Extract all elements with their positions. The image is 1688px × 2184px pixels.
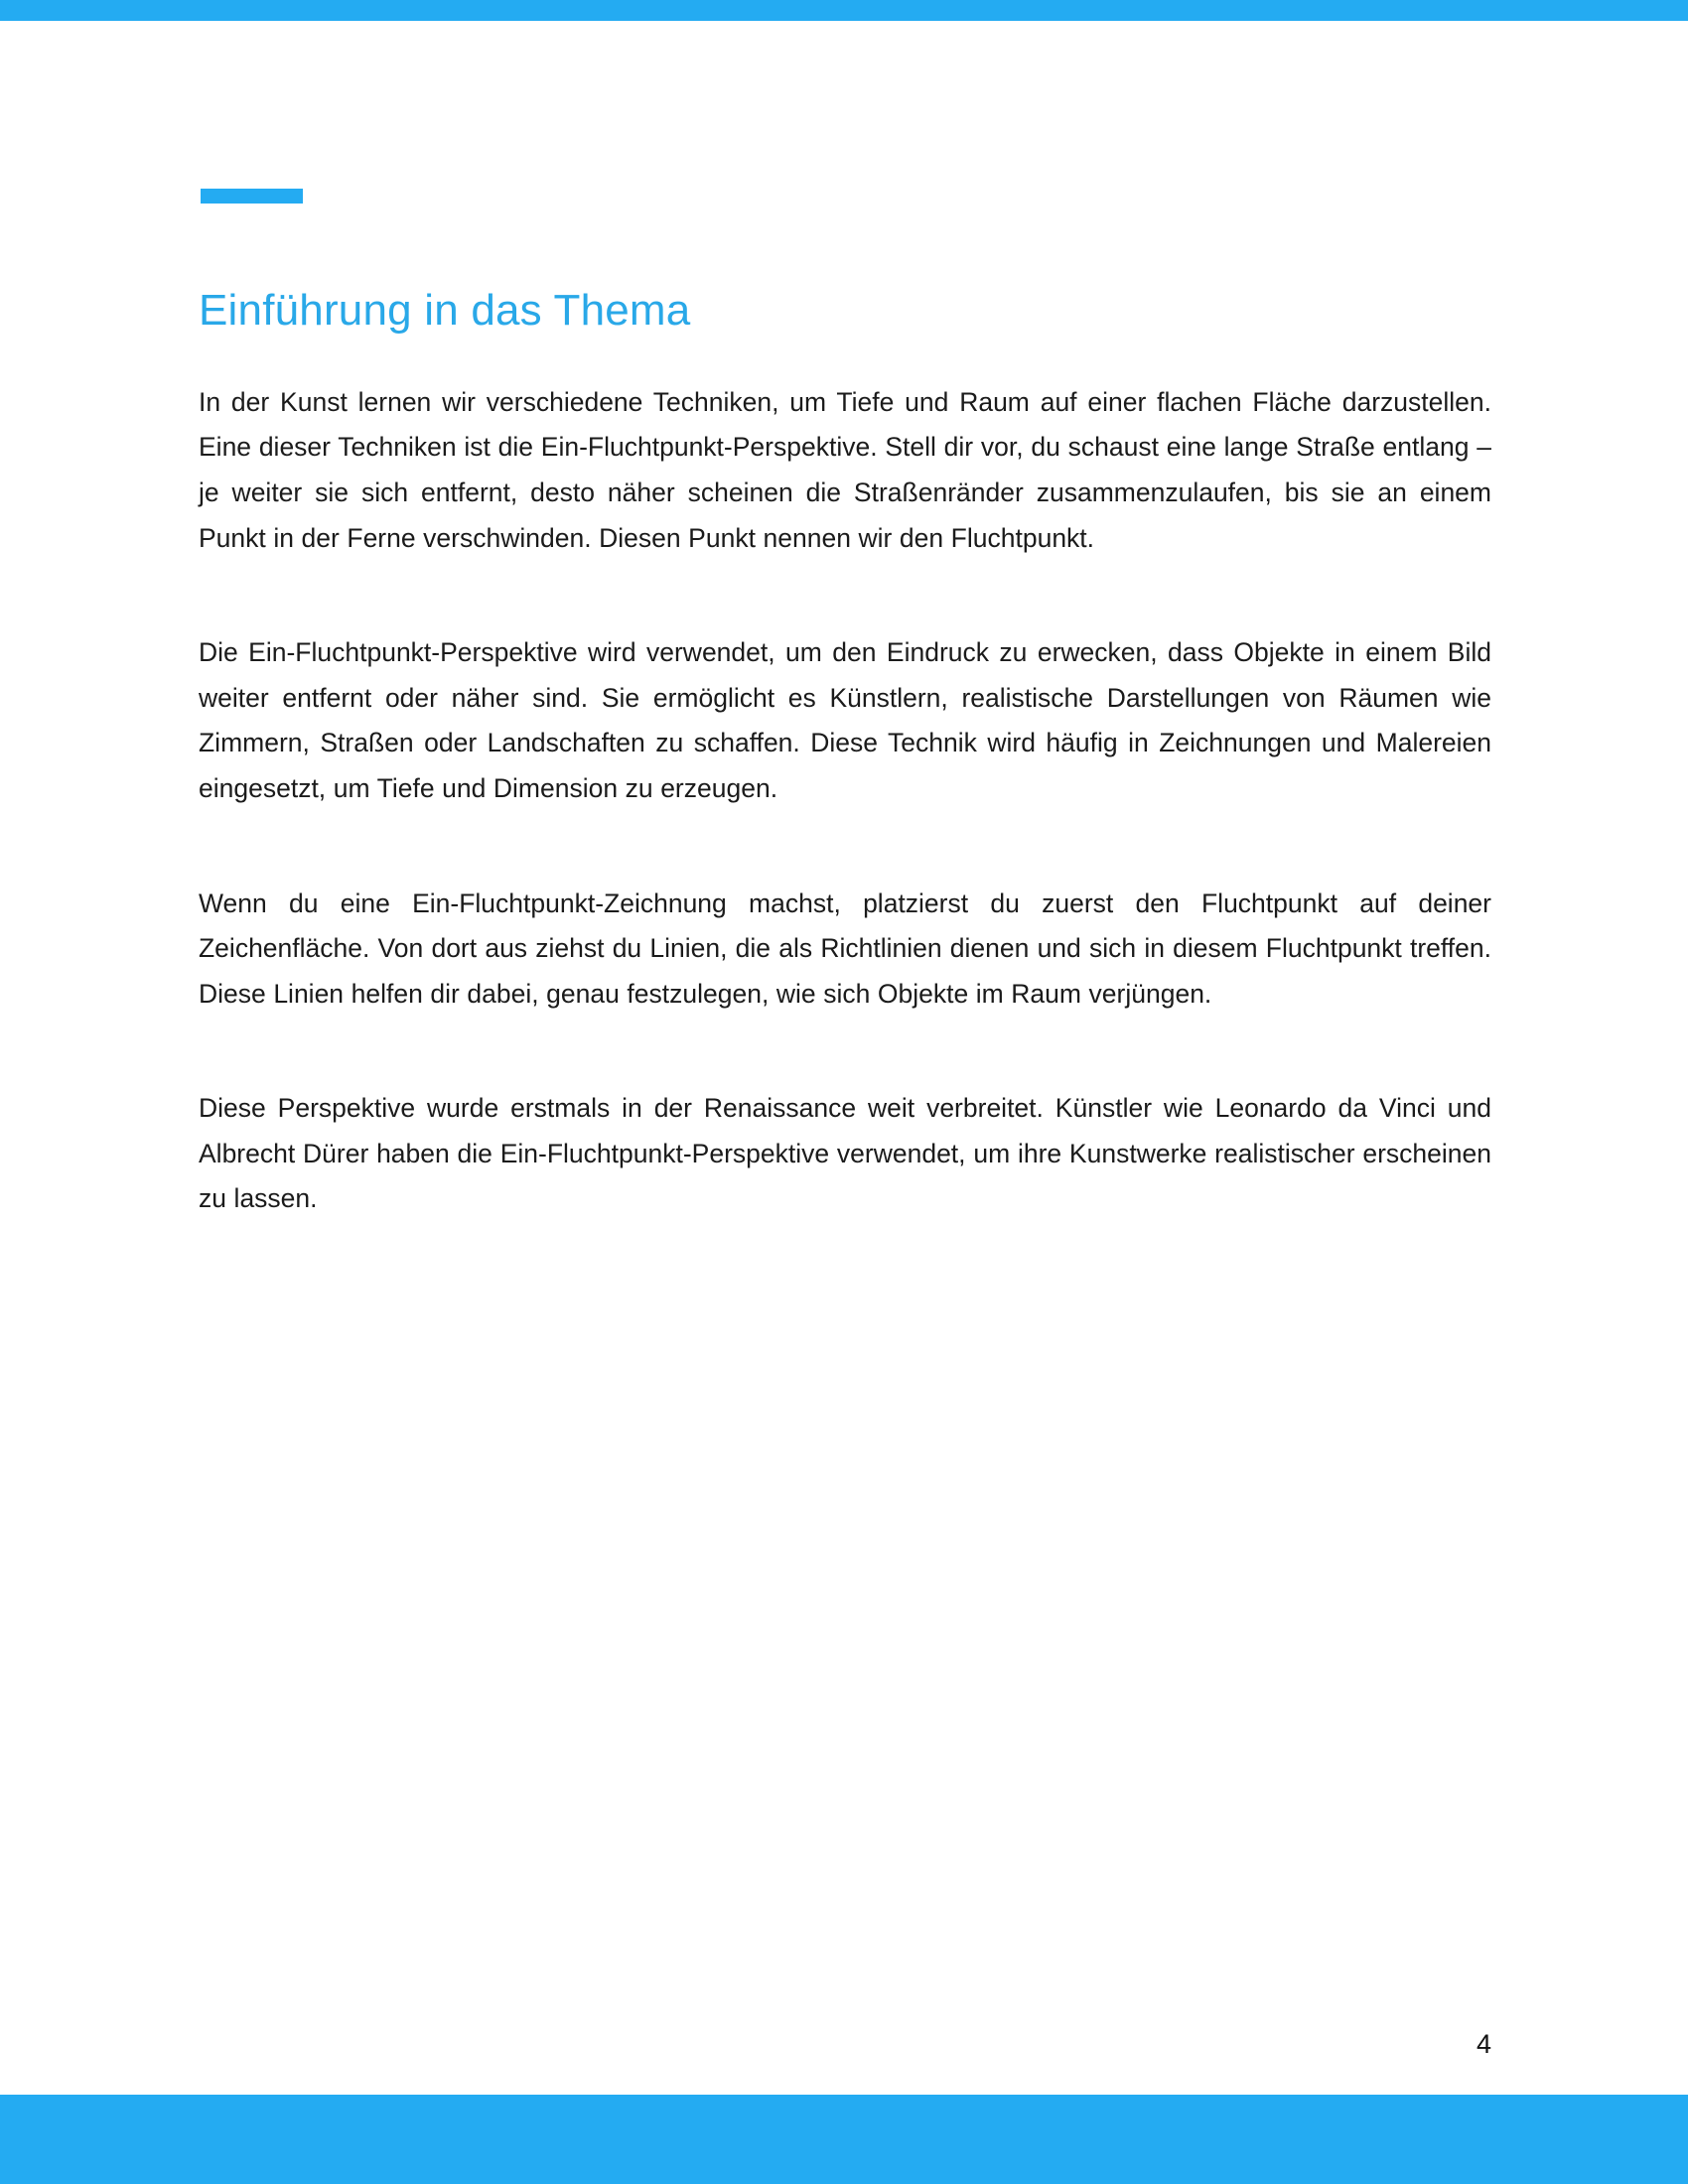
paragraph-1: In der Kunst lernen wir verschiedene Techniken, um Tiefe und Raum auf einer flachen Fläche darzustellen. Eine dieser Techniken ist die Ein-Fluchtpunkt-Perspektive. Stell dir vor, du schaust eine lange Straße entlang – je weiter sie sich entfernt, desto näher scheinen die Straßenränder zusammenzulaufen, bis sie an einem Punkt in der Ferne verschwinden. Diesen Punkt nennen wir den Fluchtpunkt. — [199, 386, 1491, 553]
page-number: 4 — [1476, 2029, 1491, 2059]
body-copy — [199, 380, 1491, 1222]
bottom-accent-bar — [0, 2095, 1688, 2184]
page-title: Einführung in das Thema — [199, 286, 691, 335]
paragraph-4: Diese Perspektive wurde erstmals in der Renaissance weit verbreitet. Künstler wie Leonardo da Vinci und Albrecht Dürer haben die Ein-Fluchtpunkt-Perspektive verwendet, um ihre Kunstwerke realistischer erscheinen zu lassen. — [199, 1093, 1491, 1214]
paragraph-3: Wenn du eine Ein-Fluchtpunkt-Zeichnung machst, platzierst du zuerst den Fluchtpunkt auf deiner Zeichenfläche. Von dort aus ziehst du Linien, die als Richtlinien dienen und sich in diesem Fluchtpunkt treffen. Diese Linien helfen dir dabei, genau festzulegen, wie sich Objekte im Raum verjüngen. — [199, 887, 1491, 1009]
page-content — [199, 285, 1491, 1222]
top-accent-bar — [0, 0, 1688, 21]
heading-accent-dash — [201, 189, 303, 204]
paragraph-2: Die Ein-Fluchtpunkt-Perspektive wird verwendet, um den Eindruck zu erwecken, dass Objekte in einem Bild weiter entfernt oder näher sind. Sie ermöglicht es Künstlern, realistische Darstellungen von Räumen wie Zimmern, Straßen oder Landschaften zu schaffen. Diese Technik wird häufig in Zeichnungen und Malereien eingesetzt, um Tiefe und Dimension zu erzeugen. — [199, 637, 1491, 803]
